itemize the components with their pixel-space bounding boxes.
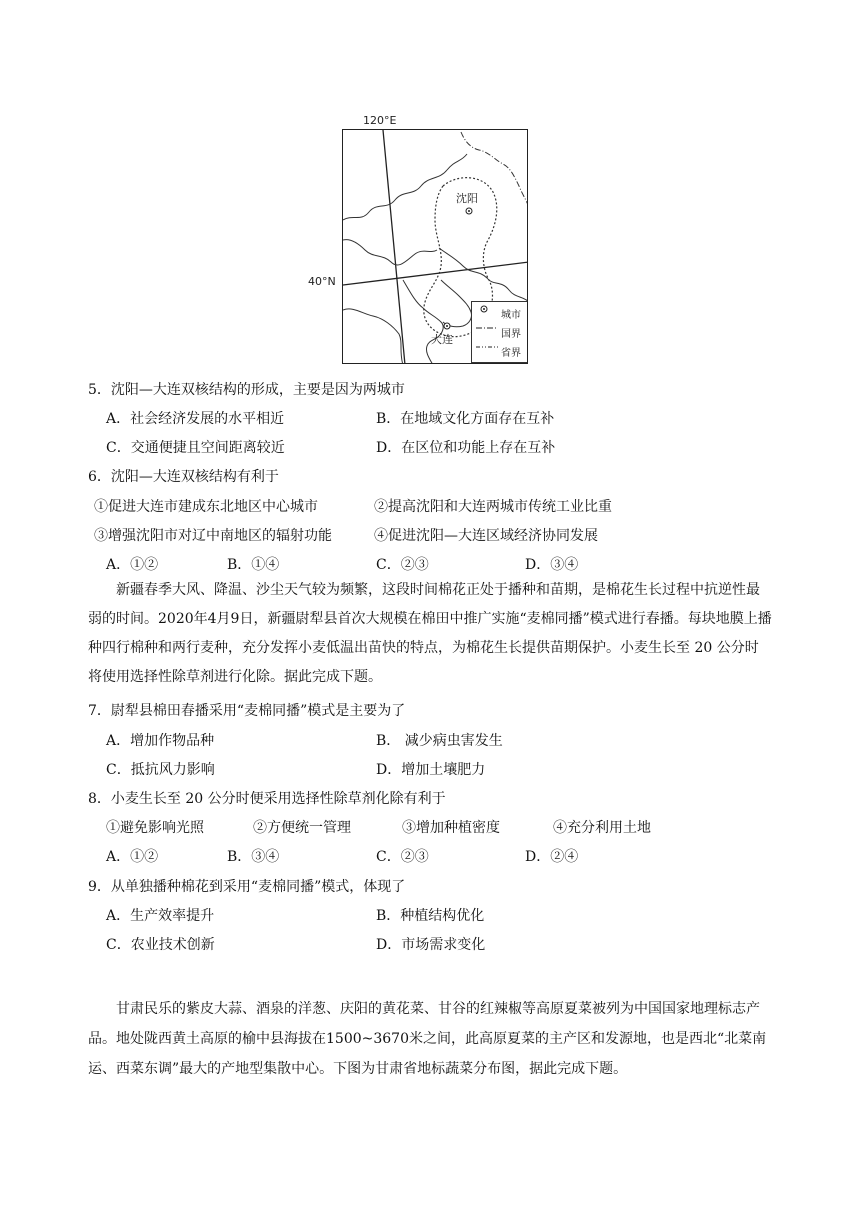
question-9-option-b: B．种植结构优化	[376, 908, 485, 924]
question-6-item-2: ②提高沈阳和大连两城市传统工业比重	[374, 499, 612, 515]
question-7-stem: 7．尉犁县棉田春播采用“麦棉同播”模式是主要为了	[88, 703, 406, 719]
question-7-option-a: A．增加作物品种	[106, 733, 215, 749]
question-6-option-a: A．①②	[106, 557, 159, 573]
question-6-option-b: B．①④	[227, 557, 280, 573]
question-5-stem: 5．沈阳—大连双核结构的形成，主要是因为两城市	[88, 382, 405, 398]
question-9-stem: 9．从单独播种棉花到采用“麦棉同播”模式，体现了	[88, 879, 406, 895]
question-9-option-a: A．生产效率提升	[106, 908, 215, 924]
passage-cotton-wheat: 新疆春季大风、降温、沙尘天气较为频繁，这段时间棉花正处于播种和苗期，是棉花生长过程中抗逆性最弱的时间。2020年4月9日，新疆尉犁县首次大规模在棉田中推广实施“麦棉同播”模式进行春播。每块地膜上播种四行棉种和两行麦种，充分发挥小麦低温出苗快的特点，为棉花生长提供苗期保护。小麦生长至 20 公分时将使用选择性除草剂进行化除。据此完成下题。	[88, 582, 772, 685]
question-7-option-d: D．增加土壤肥力	[376, 762, 486, 778]
latitude-label: 40°N	[308, 275, 336, 288]
provincial-border-line-west	[343, 240, 437, 265]
national-border-line-icon	[476, 327, 498, 337]
legend-label-provincial-border: 省界	[501, 347, 521, 359]
question-8-item-1: ①避免影响光照	[106, 820, 204, 836]
question-8-option-b: B．③④	[227, 849, 280, 865]
question-7-option-c: C．抵抗风力影响	[106, 762, 215, 778]
question-5-option-c: C．交通便捷且空间距离较近	[106, 440, 285, 456]
map-legend	[471, 301, 528, 363]
question-8-item-3: ③增加种植密度	[402, 820, 500, 836]
legend-item-provincial-border	[476, 342, 521, 360]
question-6-item-3: ③增强沈阳市对辽中南地区的辐射功能	[94, 528, 332, 544]
question-9-option-d: D．市场需求变化	[376, 937, 486, 953]
provincial-border-line-icon	[476, 346, 498, 356]
question-8-item-4: ④充分利用土地	[553, 820, 651, 836]
provincial-border-line-east	[439, 248, 528, 302]
question-6-stem: 6．沈阳—大连双核结构有利于	[88, 469, 279, 485]
question-5-option-a: A．社会经济发展的水平相近	[106, 411, 285, 427]
question-8-item-2: ②方便统一管理	[253, 820, 351, 836]
question-6-option-c: C．②③	[376, 557, 429, 573]
passage-gansu-vegetables: 甘肃民乐的紫皮大蒜、酒泉的洋葱、庆阳的黄花菜、甘谷的红辣椒等高原夏菜被列为中国国家地理标志产品。地处陇西黄土高原的榆中县海拔在1500~3670米之间，此高原夏菜的主产区和发源地，也是西北“北菜南运、西菜东调”最大的产地型集散中心。下图为甘肃省地标蔬菜分布图，据此完成下题。	[88, 1001, 767, 1077]
provincial-border-line-north	[343, 154, 467, 220]
question-8-option-a: A．①②	[106, 849, 159, 865]
legend-label-city: 城市	[501, 309, 521, 321]
question-6-option-d: D．③④	[525, 557, 579, 573]
question-5-option-d: D．在区位和功能上存在互补	[376, 440, 556, 456]
question-8-option-c: C．②③	[376, 849, 429, 865]
parallel-40n-line	[343, 262, 528, 285]
dalian-label: 大连	[431, 333, 453, 346]
question-6-item-1: ①促进大连市建成东北地区中心城市	[94, 499, 318, 515]
map-figure	[308, 112, 540, 372]
question-7-option-b: B． 减少病虫害发生	[376, 733, 503, 749]
question-8-stem: 8．小麦生长至 20 公分时便采用选择性除草剂化除有利于	[88, 791, 446, 807]
coastline-peninsula	[441, 280, 472, 327]
city-dot-icon	[476, 308, 498, 318]
longitude-label: 120°E	[363, 114, 397, 127]
question-6-item-4: ④促进沈阳—大连区域经济协同发展	[374, 528, 598, 544]
question-8-option-d: D．②④	[525, 849, 579, 865]
shenyang-label: 沈阳	[456, 192, 478, 205]
coastline-west	[403, 280, 443, 364]
question-5-option-b: B．在地域文化方面存在互补	[376, 411, 555, 427]
legend-item-national-border	[476, 323, 521, 341]
legend-label-national-border: 国界	[501, 328, 521, 340]
question-9-option-c: C．农业技术创新	[106, 937, 215, 953]
map-frame	[342, 129, 528, 364]
coastline-southwest	[343, 309, 403, 364]
legend-item-city	[476, 304, 521, 322]
